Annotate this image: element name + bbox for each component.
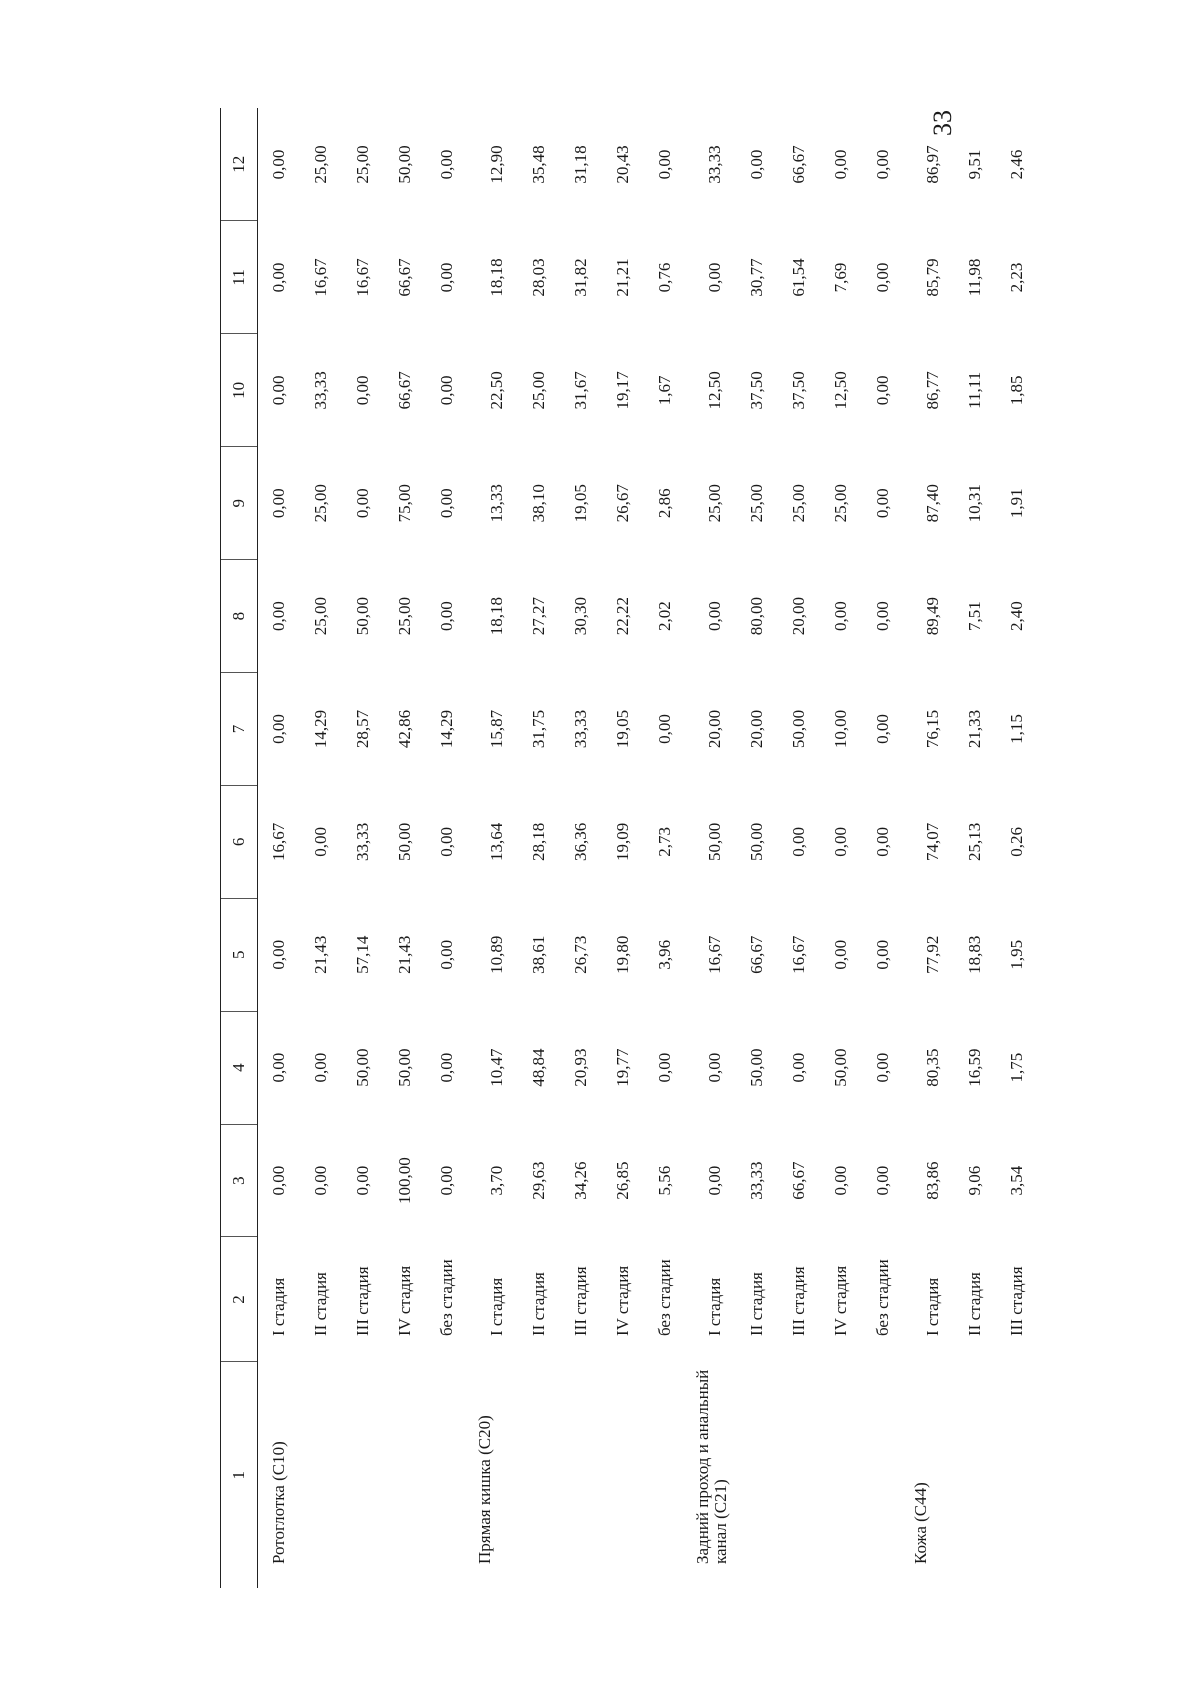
value-cell: 0,00 — [873, 601, 892, 631]
value-cell: 2,23 — [1007, 262, 1026, 293]
column-header: 2 — [221, 1237, 258, 1362]
value-cell: 25,00 — [529, 371, 548, 410]
column-header: 4 — [221, 1011, 258, 1124]
table-body — [258, 108, 1039, 1588]
value-cell: 0,00 — [437, 1052, 456, 1083]
value-cell: 33,33 — [705, 145, 724, 184]
value-cell: 0,00 — [269, 1165, 288, 1196]
value-cell: 0,00 — [655, 714, 674, 744]
stage-cell: без стадии — [873, 1259, 892, 1336]
value-cell: 0,00 — [873, 149, 892, 180]
value-cell: 12,50 — [705, 371, 724, 410]
value-cell: 31,67 — [571, 371, 590, 410]
value-cell: 33,33 — [571, 709, 590, 749]
value-cell: 5,56 — [655, 1165, 674, 1196]
column-header: 7 — [221, 673, 258, 786]
value-cell: 83,86 — [923, 1161, 942, 1200]
value-cell: 57,14 — [353, 935, 372, 974]
value-cell: 0,00 — [705, 1165, 724, 1196]
value-cell: 21,43 — [395, 935, 414, 974]
value-cell: 0,00 — [831, 601, 850, 631]
value-cell: 50,00 — [353, 1048, 372, 1087]
value-cell: 0,00 — [705, 601, 724, 631]
value-cell: 19,77 — [613, 1048, 632, 1087]
value-cell: 0,00 — [437, 1165, 456, 1196]
header-row — [221, 108, 258, 1588]
value-cell: 10,00 — [831, 709, 850, 749]
value-cell: 50,00 — [831, 1048, 850, 1087]
value-cell: 26,73 — [571, 935, 590, 974]
value-cell: 0,00 — [269, 488, 288, 519]
value-cell: 30,77 — [747, 258, 766, 297]
value-cell: 1,91 — [1007, 488, 1026, 519]
value-cell: 75,00 — [395, 484, 414, 523]
value-cell: 0,00 — [311, 827, 330, 857]
value-cell: 19,09 — [613, 822, 632, 862]
value-cell: 7,69 — [831, 262, 850, 293]
value-cell: 16,67 — [789, 935, 808, 974]
site-cell: Кожа (С44) — [911, 1482, 930, 1564]
stage-cell: II стадия — [965, 1272, 984, 1336]
value-cell: 87,40 — [923, 484, 942, 523]
value-cell: 25,00 — [789, 484, 808, 523]
value-cell: 16,67 — [705, 935, 724, 974]
value-cell: 2,40 — [1007, 601, 1026, 631]
value-cell: 21,33 — [965, 709, 984, 749]
value-cell: 13,64 — [487, 822, 506, 862]
stage-distribution-table — [220, 108, 1038, 1588]
value-cell: 0,00 — [437, 939, 456, 970]
value-cell: 0,00 — [353, 488, 372, 519]
value-cell: 20,00 — [789, 596, 808, 636]
column-header: 9 — [221, 447, 258, 560]
stage-cell: III стадия — [353, 1266, 372, 1336]
value-cell: 80,35 — [923, 1048, 942, 1087]
value-cell: 28,57 — [353, 709, 372, 749]
value-cell: 0,00 — [655, 1052, 674, 1083]
value-cell: 36,36 — [571, 822, 590, 862]
value-cell: 0,00 — [311, 1165, 330, 1196]
value-cell: 38,61 — [529, 935, 548, 974]
value-cell: 34,26 — [571, 1161, 590, 1200]
value-cell: 42,86 — [395, 709, 414, 749]
value-cell: 27,27 — [529, 596, 548, 636]
value-cell: 86,97 — [923, 145, 942, 184]
value-cell: 33,33 — [353, 822, 372, 862]
value-cell: 21,43 — [311, 935, 330, 974]
value-cell: 25,00 — [705, 484, 724, 523]
table-row — [468, 108, 518, 1588]
value-cell: 50,00 — [395, 145, 414, 184]
value-cell: 50,00 — [705, 822, 724, 862]
value-cell: 25,00 — [831, 484, 850, 523]
value-cell: 0,00 — [269, 262, 288, 293]
table-row — [258, 108, 301, 1588]
stage-cell: III стадия — [571, 1266, 590, 1336]
column-header: 3 — [221, 1124, 258, 1237]
value-cell: 85,79 — [923, 258, 942, 297]
stage-cell: без стадии — [437, 1259, 456, 1336]
column-header: 10 — [221, 334, 258, 447]
value-cell: 16,67 — [353, 258, 372, 297]
value-cell: 0,00 — [437, 375, 456, 406]
value-cell: 0,00 — [873, 488, 892, 519]
site-cell: Задний проход и анальный канал (С21) — [693, 1369, 730, 1564]
value-cell: 25,00 — [353, 145, 372, 184]
value-cell: 19,17 — [613, 371, 632, 410]
value-cell: 1,67 — [655, 375, 674, 406]
value-cell: 0,76 — [655, 262, 674, 293]
value-cell: 76,15 — [923, 709, 942, 749]
value-cell: 20,93 — [571, 1048, 590, 1087]
value-cell: 12,90 — [487, 145, 506, 184]
table-row — [904, 108, 954, 1588]
stage-cell: III стадия — [789, 1266, 808, 1336]
value-cell: 26,67 — [613, 484, 632, 523]
value-cell: 26,85 — [613, 1161, 632, 1200]
value-cell: 0,26 — [1007, 827, 1026, 857]
value-cell: 0,00 — [269, 601, 288, 631]
value-cell: 0,00 — [873, 939, 892, 970]
value-cell: 21,21 — [613, 258, 632, 297]
value-cell: 20,43 — [613, 145, 632, 184]
value-cell: 10,89 — [487, 935, 506, 974]
value-cell: 0,00 — [269, 1052, 288, 1083]
value-cell: 31,82 — [571, 258, 590, 297]
value-cell: 10,47 — [487, 1048, 506, 1087]
value-cell: 29,63 — [529, 1161, 548, 1200]
column-header: 5 — [221, 898, 258, 1011]
stage-cell: I стадия — [705, 1277, 724, 1336]
value-cell: 0,00 — [437, 262, 456, 293]
value-cell: 19,05 — [613, 709, 632, 749]
value-cell: 0,00 — [269, 714, 288, 744]
column-header: 6 — [221, 785, 258, 898]
value-cell: 80,00 — [747, 596, 766, 636]
value-cell: 2,86 — [655, 488, 674, 519]
value-cell: 100,00 — [395, 1157, 414, 1204]
rotated-table-frame — [220, 108, 1110, 1588]
value-cell: 50,00 — [395, 822, 414, 862]
value-cell: 1,85 — [1007, 375, 1026, 406]
stage-cell: I стадия — [269, 1277, 288, 1336]
value-cell: 11,98 — [965, 258, 984, 297]
value-cell: 50,00 — [747, 822, 766, 862]
value-cell: 50,00 — [747, 1048, 766, 1087]
value-cell: 86,77 — [923, 371, 942, 410]
stage-cell: IV стадия — [395, 1265, 414, 1336]
value-cell: 37,50 — [789, 371, 808, 410]
value-cell: 0,00 — [269, 375, 288, 406]
value-cell: 0,00 — [269, 149, 288, 180]
value-cell: 89,49 — [923, 596, 942, 636]
value-cell: 33,33 — [311, 371, 330, 410]
value-cell: 0,00 — [873, 1165, 892, 1196]
value-cell: 2,46 — [1007, 149, 1026, 180]
value-cell: 0,00 — [437, 149, 456, 180]
value-cell: 9,06 — [965, 1165, 984, 1196]
value-cell: 16,67 — [311, 258, 330, 297]
value-cell: 25,00 — [747, 484, 766, 523]
value-cell: 0,00 — [437, 601, 456, 631]
value-cell: 19,05 — [571, 484, 590, 523]
value-cell: 7,51 — [965, 601, 984, 631]
value-cell: 30,30 — [571, 596, 590, 636]
stage-cell: IV стадия — [831, 1265, 850, 1336]
value-cell: 50,00 — [789, 709, 808, 749]
stage-cell: II стадия — [311, 1272, 330, 1336]
value-cell: 28,18 — [529, 822, 548, 862]
value-cell: 0,00 — [437, 488, 456, 519]
value-cell: 0,00 — [789, 1052, 808, 1083]
value-cell: 25,00 — [311, 484, 330, 523]
value-cell: 25,00 — [395, 596, 414, 636]
column-header: 8 — [221, 560, 258, 673]
value-cell: 0,00 — [747, 149, 766, 180]
stage-cell: II стадия — [529, 1272, 548, 1336]
site-cell: Ротоглотка (С10) — [269, 1441, 288, 1564]
value-cell: 50,00 — [395, 1048, 414, 1087]
value-cell: 25,00 — [311, 596, 330, 636]
value-cell: 18,18 — [487, 258, 506, 297]
value-cell: 13,33 — [487, 484, 506, 523]
value-cell: 0,00 — [831, 1165, 850, 1196]
stage-cell: II стадия — [747, 1272, 766, 1336]
value-cell: 2,73 — [655, 827, 674, 857]
value-cell: 22,50 — [487, 371, 506, 410]
value-cell: 12,50 — [831, 371, 850, 410]
value-cell: 0,00 — [873, 827, 892, 857]
value-cell: 0,00 — [269, 939, 288, 970]
value-cell: 1,15 — [1007, 714, 1026, 744]
column-header: 1 — [221, 1362, 258, 1588]
value-cell: 0,00 — [353, 1165, 372, 1196]
column-header: 12 — [221, 108, 258, 221]
value-cell: 66,67 — [789, 145, 808, 184]
value-cell: 0,00 — [655, 149, 674, 180]
value-cell: 0,00 — [437, 827, 456, 857]
value-cell: 3,70 — [487, 1165, 506, 1196]
value-cell: 0,00 — [873, 1052, 892, 1083]
value-cell: 77,92 — [923, 935, 942, 974]
value-cell: 22,22 — [613, 596, 632, 636]
value-cell: 20,00 — [747, 709, 766, 749]
value-cell: 37,50 — [747, 371, 766, 410]
stage-cell: IV стадия — [613, 1265, 632, 1336]
value-cell: 66,67 — [395, 371, 414, 410]
table-row — [686, 108, 736, 1588]
value-cell: 66,67 — [789, 1161, 808, 1200]
value-cell: 0,00 — [831, 149, 850, 180]
value-cell: 66,67 — [395, 258, 414, 297]
value-cell: 3,96 — [655, 939, 674, 970]
value-cell: 50,00 — [353, 596, 372, 636]
value-cell: 0,00 — [311, 1052, 330, 1083]
value-cell: 20,00 — [705, 709, 724, 749]
value-cell: 1,75 — [1007, 1052, 1026, 1083]
value-cell: 18,18 — [487, 596, 506, 636]
value-cell: 28,03 — [529, 258, 548, 297]
value-cell: 0,00 — [873, 262, 892, 293]
value-cell: 1,95 — [1007, 939, 1026, 970]
value-cell: 19,80 — [613, 935, 632, 974]
value-cell: 35,48 — [529, 145, 548, 184]
value-cell: 10,31 — [965, 484, 984, 523]
stage-cell: III стадия — [1007, 1266, 1026, 1336]
page-number: 33 — [928, 110, 957, 136]
stage-cell: I стадия — [487, 1277, 506, 1336]
stage-cell: I стадия — [923, 1277, 942, 1336]
value-cell: 0,00 — [831, 827, 850, 857]
value-cell: 74,07 — [923, 822, 942, 862]
value-cell: 0,00 — [789, 827, 808, 857]
value-cell: 14,29 — [437, 709, 456, 749]
value-cell: 25,00 — [311, 145, 330, 184]
value-cell: 66,67 — [747, 935, 766, 974]
stage-cell: без стадии — [655, 1259, 674, 1336]
value-cell: 15,87 — [487, 709, 506, 749]
value-cell: 25,13 — [965, 822, 984, 862]
value-cell: 0,00 — [705, 1052, 724, 1083]
value-cell: 2,02 — [655, 601, 674, 631]
value-cell: 0,00 — [873, 714, 892, 744]
value-cell: 31,18 — [571, 145, 590, 184]
value-cell: 0,00 — [353, 375, 372, 406]
value-cell: 0,00 — [831, 939, 850, 970]
value-cell: 38,10 — [529, 484, 548, 523]
value-cell: 61,54 — [789, 258, 808, 297]
value-cell: 0,00 — [705, 262, 724, 293]
value-cell: 14,29 — [311, 709, 330, 749]
site-cell: Прямая кишка (С20) — [475, 1415, 494, 1564]
value-cell: 16,67 — [269, 822, 288, 862]
value-cell: 11,11 — [965, 371, 984, 409]
value-cell: 0,00 — [873, 375, 892, 406]
value-cell: 18,83 — [965, 935, 984, 974]
value-cell: 3,54 — [1007, 1165, 1026, 1196]
value-cell: 33,33 — [747, 1161, 766, 1200]
value-cell: 48,84 — [529, 1048, 548, 1087]
value-cell: 9,51 — [965, 149, 984, 180]
column-header: 11 — [221, 221, 258, 334]
value-cell: 31,75 — [529, 709, 548, 749]
value-cell: 16,59 — [965, 1048, 984, 1087]
